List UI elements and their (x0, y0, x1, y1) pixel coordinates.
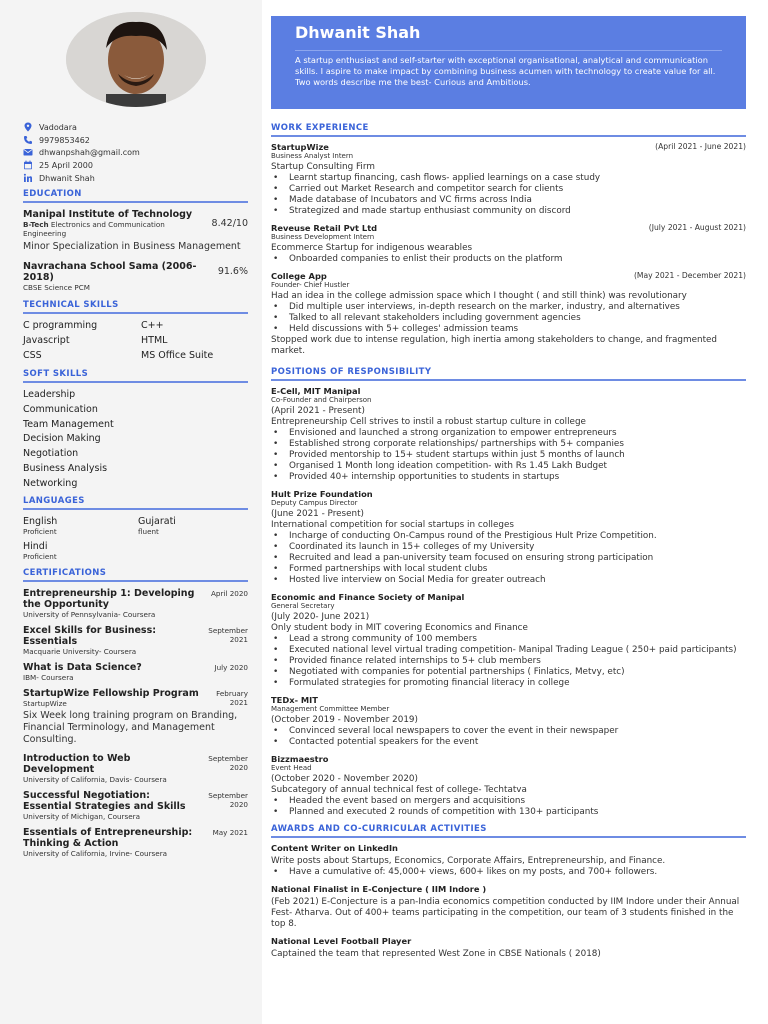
certification-org: University of Pennsylvania- Coursera (23, 609, 156, 619)
certification-title: Excel Skills for Business: Essentials (23, 624, 157, 647)
certification-item (23, 827, 248, 858)
education-score-1: 8.42/10 (211, 218, 248, 229)
bullet-item: • Strategized and made startup enthusiast community on discord (271, 206, 746, 217)
bullet-item: • Organised 1 Month long ideation competition- with Rs 1.45 Lakh Budget (271, 461, 746, 472)
position-description: Subcategory of annual technical fest of college- Techtatva (271, 785, 527, 795)
technical-skills-heading: TECHNICAL SKILLS (23, 300, 248, 314)
bullet-item: • Recruited and lead a pan-university team focused on ensuring strong participation (271, 553, 746, 564)
work-experience-heading: WORK EXPERIENCE (271, 123, 746, 137)
language-item (23, 516, 138, 536)
profile-photo (66, 12, 206, 107)
work-description: Had an idea in the college admission space which I thought ( and still think) was revolutionary (271, 291, 687, 301)
contact-email-text[interactable]: dhwanpshah@gmail.com (39, 148, 140, 158)
certification-title: Entrepreneurship 1: Developing the Opportunity (23, 587, 195, 610)
position-item (271, 695, 746, 748)
certification-item (23, 625, 248, 656)
certification-date: September 2020 (208, 790, 248, 809)
education-school-2: Navrachana School Sama (2006-2018) (23, 261, 197, 283)
bullet-item: • Provided finance related internships to 5+ club members (271, 656, 746, 667)
bullet-item: • Planned and executed 2 rounds of competition with 130+ participants (271, 807, 746, 818)
calendar-icon (23, 160, 33, 170)
education-item-2 (23, 261, 248, 292)
work-company: Reveuse Retail Pvt Ltd (271, 223, 378, 233)
bullet-item: • Headed the event based on mergers and acquisitions (271, 796, 746, 807)
soft-skill-item: Leadership (23, 389, 76, 400)
position-role: Event Head (271, 764, 312, 772)
certification-org: StartupWize (23, 698, 67, 708)
skill-item: HTML (141, 335, 168, 346)
work-date: (April 2021 - June 2021) (655, 142, 746, 151)
certification-org: Macquarie University- Coursera (23, 646, 137, 656)
bullet-item: • Talked to all relevant stakeholders including government agencies (271, 313, 746, 324)
certification-date: September 2021 (208, 625, 248, 644)
bullet-item: • Established strong corporate relationships/ partnerships with 5+ companies (271, 439, 746, 450)
bullet-item: • Carried out Market Research and competitor search for clients (271, 184, 746, 195)
contact-location (23, 122, 248, 133)
certification-date: July 2020 (214, 662, 248, 672)
bullet-item: • Lead a strong community of 100 members (271, 634, 746, 645)
contact-phone-text[interactable]: 9979853462 (39, 135, 90, 145)
certification-description: Six Week long training program on Branding, Financial Terminology, and Management Consulting. (23, 709, 238, 745)
contact-email (23, 147, 248, 158)
bullet-item: • Formed partnerships with local student clubs (271, 564, 746, 575)
education-heading: EDUCATION (23, 189, 248, 203)
header-divider (295, 50, 722, 51)
position-date: (July 2020- June 2021) (271, 612, 370, 622)
certification-item (23, 662, 248, 682)
certification-org: University of California, Irvine- Coursera (23, 848, 168, 858)
bullet-item: • Made database of Incubators and VC firms across India (271, 195, 746, 206)
location-icon (23, 122, 33, 132)
bullet-item: • Did multiple user interviews, in-depth research on the marker, industry, and alternatives (271, 302, 746, 313)
certification-date: May 2021 (212, 827, 248, 837)
work-item (271, 223, 746, 265)
right-sections (271, 123, 746, 960)
certification-org: IBM- Coursera (23, 672, 74, 682)
certification-title: Successful Negotiation: Essential Strategies and Skills (23, 789, 186, 812)
award-bullets (271, 867, 746, 878)
bullet-item: • Incharge of conducting On-Campus round of the Prestigious Hult Prize Competition. (271, 531, 746, 542)
position-description: International competition for social startups in colleges (271, 520, 514, 530)
award-title: National Finalist in E-Conjecture ( IIM Indore ) (271, 884, 487, 894)
bullet-item: • Hosted live interview on Social Media for greater outreach (271, 575, 746, 586)
award-title: Content Writer on LinkedIn (271, 843, 398, 853)
certification-date: April 2020 (210, 588, 248, 598)
bullet-item: • Contacted potential speakers for the event (271, 737, 746, 748)
skill-item: MS Office Suite (141, 350, 214, 361)
position-item (271, 592, 746, 689)
position-item (271, 754, 746, 818)
avatar (66, 12, 206, 107)
contact-location-text: Vadodara (39, 123, 77, 132)
bullet-item: • Learnt startup financing, cash flows- applied learnings on a case study (271, 173, 746, 184)
award-item (271, 936, 746, 960)
left-sections (23, 189, 248, 864)
soft-skill-item: Decision Making (23, 433, 101, 445)
language-name: Gujarati (138, 515, 176, 527)
language-level: fluent (138, 526, 159, 536)
email-icon (23, 147, 33, 157)
position-org: TEDx- MIT (271, 695, 318, 705)
bullet-item: • Negotiated with companies for potential partnerships ( Finlatics, Metvy, etc) (271, 667, 746, 678)
position-description: Entrepreneurship Cell strives to instil a robust startup culture in college (271, 417, 586, 427)
skill-item: C++ (141, 320, 164, 331)
bullet-item: • Provided mentorship to 15+ student startups within just 5 months of launch (271, 450, 746, 461)
position-description: Only student body in MIT covering Economics and Finance (271, 623, 528, 633)
work-bullets (271, 173, 746, 217)
education-degree: B-Tech (23, 220, 49, 229)
profile-name: Dhwanit Shah (295, 23, 421, 42)
position-date: (October 2020 - November 2020) (271, 774, 418, 784)
bullet-item: • Formulated strategies for promoting financial literacy in college (271, 678, 746, 689)
certifications-heading: CERTIFICATIONS (23, 568, 248, 582)
contact-phone (23, 135, 248, 146)
award-description: Captained the team that represented West Zone in CBSE Nationals ( 2018) (271, 949, 601, 959)
positions-heading: POSITIONS OF RESPONSIBILITY (271, 367, 746, 381)
position-org: Hult Prize Foundation (271, 489, 373, 499)
soft-skill-item: Communication (23, 403, 98, 415)
header-banner (271, 16, 746, 109)
work-role: Business Analyst Intern (271, 152, 354, 160)
language-item (138, 516, 248, 536)
soft-skill-item: Networking (23, 477, 78, 489)
bullet-item: • Onboarded companies to enlist their products on the platform (271, 254, 746, 265)
bullet-item: • Convinced several local newspapers to cover the event in their newspaper (271, 726, 746, 737)
work-company: StartupWize (271, 142, 329, 152)
position-role: Co-Founder and Chairperson (271, 396, 372, 404)
skill-item: CSS (23, 350, 42, 361)
education-item-1 (23, 209, 248, 253)
award-item (271, 843, 746, 878)
work-date: (May 2021 - December 2021) (633, 271, 746, 280)
contact-list (23, 122, 248, 185)
education-note-1: Minor Specialization in Business Management (23, 241, 241, 252)
linkedin-icon (23, 173, 33, 183)
position-bullets (271, 634, 746, 689)
position-bullets (271, 726, 746, 748)
bullet-item: • Executed national level virtual trading competition- Manipal Trading League ( 250+ paid participants) (271, 645, 746, 656)
bullet-item: • Have a cumulative of: 45,000+ views, 600+ likes on my posts, and 700+ followers. (271, 867, 746, 878)
awards-heading: AWARDS AND CO-CURRICULAR ACTIVITIES (271, 824, 746, 838)
language-name: English (23, 515, 58, 527)
position-bullets (271, 428, 746, 483)
work-bullets (271, 302, 746, 335)
certification-title: Introduction to Web Development (23, 752, 131, 775)
position-org: Economic and Finance Society of Manipal (271, 592, 465, 602)
contact-birthdate-text: 25 April 2000 (39, 161, 93, 171)
language-item (23, 541, 138, 561)
work-company: College App (271, 271, 327, 281)
work-item (271, 142, 746, 217)
skill-item: C programming (23, 320, 98, 331)
soft-skills-list (23, 389, 248, 489)
certification-date: February 2021 (216, 688, 248, 707)
work-description: Startup Consulting Firm (271, 162, 375, 172)
award-description: Write posts about Startups, Economics, Corporate Affairs, Entrepreneurship, and Finance. (271, 856, 666, 866)
languages-heading: LANGUAGES (23, 496, 248, 510)
language-level: Proficient (23, 551, 57, 561)
position-item (271, 386, 746, 483)
award-title: National Level Football Player (271, 936, 412, 946)
soft-skills-heading: SOFT SKILLS (23, 369, 248, 383)
education-field-1: Electronics and Communication Engineering (23, 220, 165, 238)
work-role: Business Development Intern (271, 233, 375, 241)
position-bullets (271, 796, 746, 818)
contact-linkedin-text[interactable]: Dhwanit Shah (39, 173, 95, 183)
position-org: Bizzmaestro (271, 754, 329, 764)
language-name: Hindi (23, 540, 48, 552)
position-item (271, 489, 746, 586)
bullet-item: • Coordinated its launch in 15+ colleges of my University (271, 542, 746, 553)
education-field-2: CBSE Science PCM (23, 283, 90, 292)
award-description: (Feb 2021) E-Conjecture is a pan-India economics competition conducted by IIM Indore under their Annual Fest- Atharva. Out of 400+ teams participating in the competition, our team of 3 students finished in the top 8. (271, 897, 740, 929)
contact-birthdate (23, 160, 248, 171)
work-date: (July 2021 - August 2021) (648, 223, 746, 232)
position-date: (June 2021 - Present) (271, 509, 364, 519)
work-description: Ecommerce Startup for indigenous wearables (271, 243, 473, 253)
bullet-item: • Provided 40+ internship opportunities to students in startups (271, 472, 746, 483)
education-school-1: Manipal Institute of Technology (23, 209, 193, 220)
position-role: Management Committee Member (271, 705, 390, 713)
certifications-list (23, 588, 248, 858)
work-bullets (271, 254, 746, 265)
position-bullets (271, 531, 746, 586)
skill-item: Javascript (23, 335, 70, 346)
certification-title: Essentials of Entrepreneurship: Thinking & Action (23, 826, 193, 849)
award-item (271, 884, 746, 930)
certification-item (23, 588, 248, 619)
bullet-item: • Held discussions with 5+ colleges' admission teams (271, 324, 746, 335)
bullet-item: • Envisioned and launched a strong organization to empower entrepreneurs (271, 428, 746, 439)
education-score-2: 91.6% (217, 266, 248, 277)
position-role: General Secretary (271, 602, 335, 610)
work-role: Founder- Chief Hustler (271, 281, 350, 289)
certification-item (23, 790, 248, 821)
position-org: E-Cell, MIT Manipal (271, 386, 361, 396)
work-outcome: Stopped work due to intense regulation, high inertia among stakeholders to change, and fragmented market. (271, 335, 718, 356)
certification-org: University of Michigan, Coursera (23, 811, 141, 821)
work-item (271, 271, 746, 357)
certification-item (23, 753, 248, 784)
certification-org: University of California, Davis- Coursera (23, 774, 167, 784)
position-date: (October 2019 - November 2019) (271, 715, 418, 725)
technical-skills-list (23, 320, 248, 361)
position-date: (April 2021 - Present) (271, 406, 365, 416)
profile-summary: A startup enthusiast and self-starter with exceptional organisational, analytical and communication skills. I aspire to make impact by combining business acumen with technology to create value for all. Two words describe me the best- Curious and Ambitious. (295, 55, 716, 87)
certification-title: What is Data Science? (23, 661, 142, 673)
soft-skill-item: Negotiation (23, 448, 79, 460)
phone-icon (23, 135, 33, 145)
languages-list (23, 516, 248, 561)
certification-date: September 2020 (208, 753, 248, 772)
soft-skill-item: Team Management (23, 418, 114, 430)
language-level: Proficient (23, 526, 57, 536)
certification-item (23, 688, 248, 708)
position-role: Deputy Campus Director (271, 499, 358, 507)
certification-title: StartupWize Fellowship Program (23, 687, 199, 699)
soft-skill-item: Business Analysis (23, 462, 108, 474)
contact-linkedin (23, 173, 248, 184)
